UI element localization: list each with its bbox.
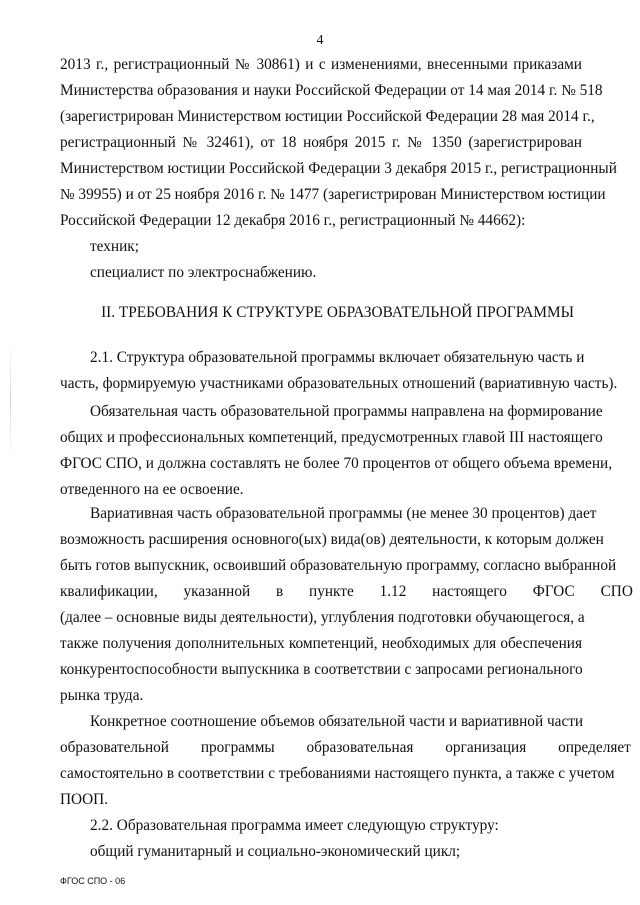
footer-label: ФГОС СПО - 06 [60, 876, 126, 886]
ratio-line: самостоятельно в соответствии с требованиями настоящего пункта, а также с учетом [60, 765, 615, 782]
variable-part-line: (далее – основные виды деятельности), углубления подготовки обучающегося, а [60, 609, 585, 626]
intro-line: Министерством юстиции Российской Федерации 3 декабря 2015 г., регистрационный [60, 160, 617, 177]
paragraph-2-1-line: 2.1. Структура образовательной программы включает обязательную часть и [90, 349, 585, 366]
qualification-item-technician: техник; [90, 238, 139, 255]
ratio-line: ПООП. [60, 791, 109, 808]
variable-part-line: Вариативная часть образовательной программы (не менее 30 процентов) дает [90, 505, 597, 522]
variable-part-line: быть готов выпускник, освоивший образовательную программу, согласно выбранной [60, 557, 617, 574]
intro-line: № 39955) и от 25 ноября 2016 г. № 1477 (зарегистрирован Министерством юстиции [60, 186, 606, 203]
mandatory-part-line: отведенного на ее освоение. [60, 481, 244, 498]
structure-item-humanities-cycle: общий гуманитарный и социально-экономический цикл; [90, 843, 461, 860]
paragraph-2-1-line: часть, формируемую участниками образовательных отношений (вариативную часть). [60, 375, 618, 392]
variable-part-line: также получения дополнительных компетенций, необходимых для обеспечения [60, 635, 582, 652]
variable-part-line: рынка труда. [60, 687, 144, 704]
mandatory-part-line: Обязательная часть образовательной программы направлена на формирование [90, 403, 603, 420]
intro-line: регистрационный № 32461), от 18 ноября 2015 г. № 1350 (зарегистрирован [60, 134, 582, 151]
ratio-line: образовательной программы образовательная организация определяет [60, 739, 631, 756]
intro-line: Российской Федерации 12 декабря 2016 г., регистрационный № 44662): [60, 212, 526, 229]
scan-edge-mark [10, 340, 11, 460]
intro-line: 2013 г., регистрационный № 30861) и с изменениями, внесенными приказами [60, 56, 582, 73]
variable-part-line: возможность расширения основного(ых) вида(ов) деятельности, к которым должен [60, 531, 604, 548]
mandatory-part-line: общих и профессиональных компетенций, предусмотренных главой III настоящего [60, 429, 603, 446]
variable-part-line: конкурентоспособности выпускника в соответствии с запросами регионального [60, 661, 583, 678]
mandatory-part-line: ФГОС СПО, и должна составлять не более 70 процентов от общего объема времени, [60, 455, 613, 472]
page-number: 4 [316, 33, 324, 48]
paragraph-2-2-line: 2.2. Образовательная программа имеет следующую структуру: [90, 817, 499, 834]
ratio-line: Конкретное соотношение объемов обязательной части и вариативной части [90, 713, 584, 730]
intro-line: Министерства образования и науки Российской Федерации от 14 мая 2014 г. № 518 [60, 82, 603, 99]
variable-part-line: квалификации, указанной в пункте 1.12 настоящего ФГОС СПО [60, 583, 633, 600]
section-heading: II. ТРЕБОВАНИЯ К СТРУКТУРЕ ОБРАЗОВАТЕЛЬНОЙ ПРОГРАММЫ [101, 304, 574, 321]
intro-line: (зарегистрирован Министерством юстиции Российской Федерации 28 мая 2014 г., [60, 108, 595, 125]
qualification-item-power-specialist: специалист по электроснабжению. [90, 264, 317, 281]
